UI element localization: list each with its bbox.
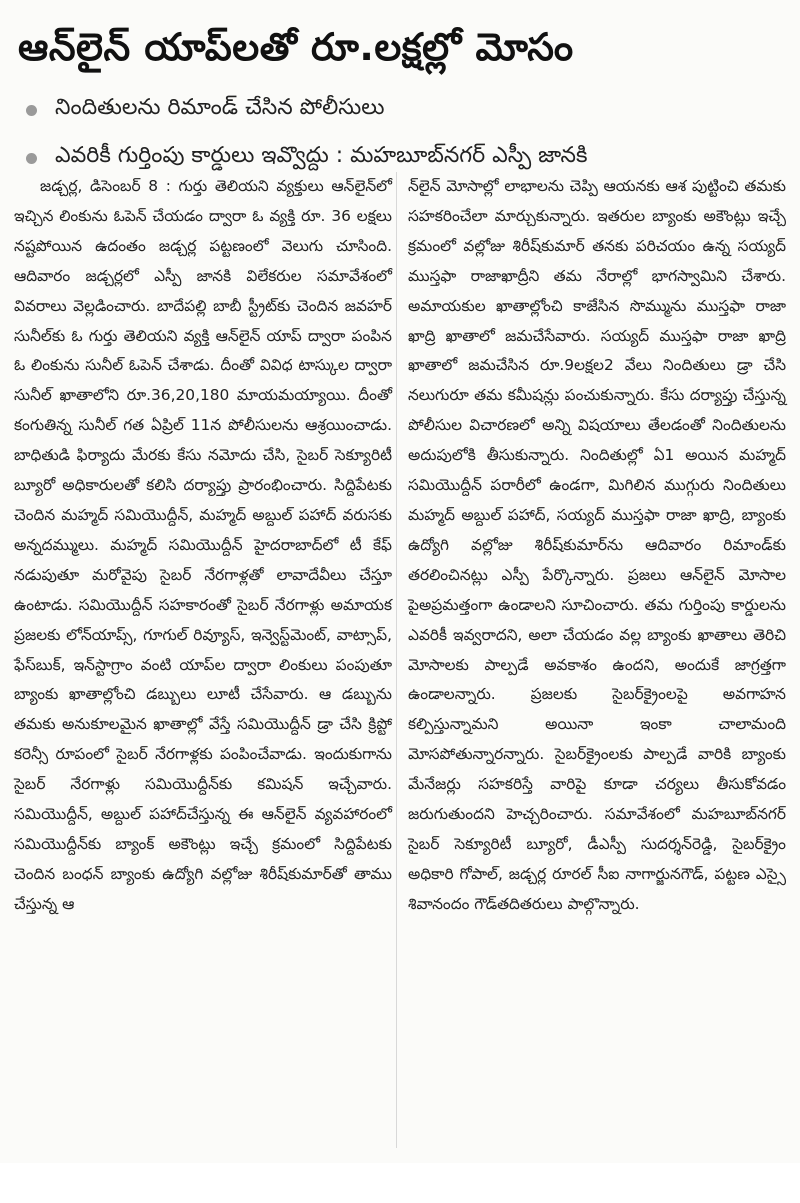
article-headline: ఆన్‌లైన్ యాప్‌లతో రూ.లక్షల్లో మోసం <box>18 25 574 69</box>
subheadline-list <box>14 86 790 182</box>
column-divider <box>396 172 397 1148</box>
subheadline-text: నిందితులను రిమాండ్ చేసిన పోలీసులు <box>55 95 385 120</box>
body-column-left <box>14 172 392 920</box>
subheadline-item <box>14 86 790 134</box>
body-column-right <box>408 172 786 920</box>
bullet-dot-icon <box>26 153 37 164</box>
body-paragraph: జడ్చర్ల, డిసెంబర్ 8 : గుర్తు తెలియని వ్యక్తులు ఆన్‌లైన్‌లో ఇచ్చిన లింకును ఓపెన్ చేయడం ద్వారా ఓ వ్యక్తి రూ. 36 లక్షలు నష్టపోయిన ఉదంతం జడ్చర్ల పట్టణంలో వెలుగు చూసింది. ఆదివారం జడ్చర్లలో ఎస్పీ జానకి విలేకరుల సమావేశంలో వివరాలు వెల్లడించారు. బాదేపల్లి బాబీ స్ట్రీట్‌కు చెందిన జవహర్ సునీల్‌కు ఓ గుర్తు తెలియని వ్యక్తి ఆన్‌లైన్ యాప్ ద్వారా పంపిన ఓ లింకును సునీల్ ఓపెన్ చేశాడు. దీంతో వివిధ టాస్కుల ద్వారా సునీల్ ఖాతాలోని రూ.36,20,180 మాయమయ్యాయి. దీంతో కంగుతిన్న సునీల్ గత ఏప్రిల్ 11న పోలీసులను ఆశ్రయించాడు. బాధితుడి ఫిర్యాదు మేరకు కేసు నమోదు చేసి, సైబర్ సెక్యూరిటీ బ్యూరో అధికారులతో కలిసి దర్యాప్తు ప్రారంభించారు. సిద్దిపేటకు చెందిన మహ్మద్ సమియొద్దీన్, మహ్మద్ అబ్దుల్ పహాద్ వరుసకు అన్నదమ్ములు. మహ్మద్ సమియొద్దీన్ హైదరాబాద్‌లో టీ కేఫ్ నడుపుతూ మరోవైపు సైబర్ నేరగాళ్లతో లావాదేవీలు చేస్తూ ఉంటాడు. సమియొద్దీన్ సహకారంతో సైబర్ నేరగాళ్లు అమాయక ప్రజలకు లోన్‌యాప్స్, గూగుల్ రివ్యూస్, ఇన్వెస్ట్‌మెంట్, వాట్సాప్, ఫేస్‌బుక్, ఇన్‌స్టాగ్రాం వంటి యాప్‌ల ద్వారా లింకులు పంపుతూ బ్యాంకు ఖాతాల్లోంచి డబ్బులు లూటీ చేసేవారు. ఆ డబ్బును తమకు అనుకూలమైన ఖాతాల్లో వేస్తే సమియొద్దీన్ డ్రా చేసి క్రిప్టో కరెన్సీ రూపంలో సైబర్ నేరగాళ్లకు పంపించేవాడు. ఇందుకుగాను సైబర్ నేరగాళ్లు సమియొద్దీన్‌కు కమిషన్ ఇచ్చేవారు. సమియొద్దీన్, అబ్దుల్ పహాద్‌చేస్తున్న ఈ ఆన్‌లైన్ వ్యవహారంలో సమియొద్దీన్‌కు బ్యాంక్ అకౌంట్లు ఇచ్చే క్రమంలో సిద్దిపేటకు చెందిన బంధన్ బ్యాంకు ఉద్యోగి వల్లోజు శిరీష్‌కుమార్‌తో తాము చేస్తున్న ఆ <box>14 177 392 913</box>
body-paragraph: న్‌లైన్ మోసాల్లో లాభాలను చెప్పి ఆయనకు ఆశ పుట్టించి తమకు సహకరించేలా మార్చుకున్నారు. ఇతరుల బ్యాంకు అకౌంట్లు ఇచ్చే క్రమంలో వల్లోజు శిరీష్‌కుమార్ తనకు పరిచయం ఉన్న సయ్యద్ ముస్తఫా రాజాఖాద్రీని తమ నేరాల్లో భాగస్వామిని చేశారు. అమాయకుల ఖాతాల్లోంచి కాజేసిన సొమ్మును ముస్తఫా రాజా ఖాద్రి ఖాతాలో జమచేసేవారు. సయ్యద్ ముస్తఫా రాజా ఖాద్రి ఖాతాలో జమచేసిన రూ.9లక్షల2 వేలు నిందితులు డ్రా చేసి నలుగురూ తమ కమీషన్లు పంచుకున్నారు. కేసు దర్యాప్తు చేస్తున్న పోలీసుల విచారణలో అన్ని విషయాలు తేలడంతో నిందితులను అదుపులోకి తీసుకున్నారు. నిందితుల్లో ఏ1 అయిన మహ్మద్ సమియొద్దీన్ పరారీలో ఉండగా, మిగిలిన ముగ్గురు నిందితులు మహ్మద్ అబ్దుల్ పహాద్, సయ్యద్ ముస్తఫా రాజా ఖాద్రి, బ్యాంకు ఉద్యోగి వల్లోజు శిరీష్‌కుమార్‌ను ఆదివారం రిమాండ్‌కు తరలించినట్లు ఎస్పీ పేర్కొన్నారు. ప్రజలు ఆన్‌లైన్ మోసాల పైఅప్రమత్తంగా ఉండాలని సూచించారు. తమ గుర్తింపు కార్డులను ఎవరికీ ఇవ్వరాదని, అలా చేయడం వల్ల బ్యాంకు ఖాతాలు తెరిచి మోసాలకు పాల్పడే అవకాశం ఉందని, అందుకే జాగ్రత్తగా ఉండాలన్నారు. ప్రజలకు సైబర్‌క్రైంలపై అవగాహన కల్పిస్తున్నామని అయినా ఇంకా చాలామంది మోసపోతున్నారన్నారు. సైబర్‌క్రైంలకు పాల్పడే వారికి బ్యాంకు మేనేజర్లు సహకరిస్తే వారిపై కూడా చర్యలు తీసుకోవడం జరుగుతుందని హెచ్చరించారు. సమావేశంలో మహబూబ్‌నగర్ సైబర్ సెక్యూరిటీ బ్యూరో, డీఎస్పీ సుదర్శన్‌రెడ్డి, సైబర్‌క్రైం అధికారి గోపాల్, జడ్చర్ల రూరల్ సీఐ నాగార్జునగౌడ్, పట్టణ ఎస్సై శివానందం గౌడ్‌తదితరులు పాల్గొన్నారు. <box>408 177 786 913</box>
bullet-dot-icon <box>26 105 37 116</box>
subheadline-text: ఎవరికీ గుర్తింపు కార్డులు ఇవ్వొద్దు : మహబూబ్‌నగర్ ఎస్పీ జానకి <box>55 143 588 168</box>
